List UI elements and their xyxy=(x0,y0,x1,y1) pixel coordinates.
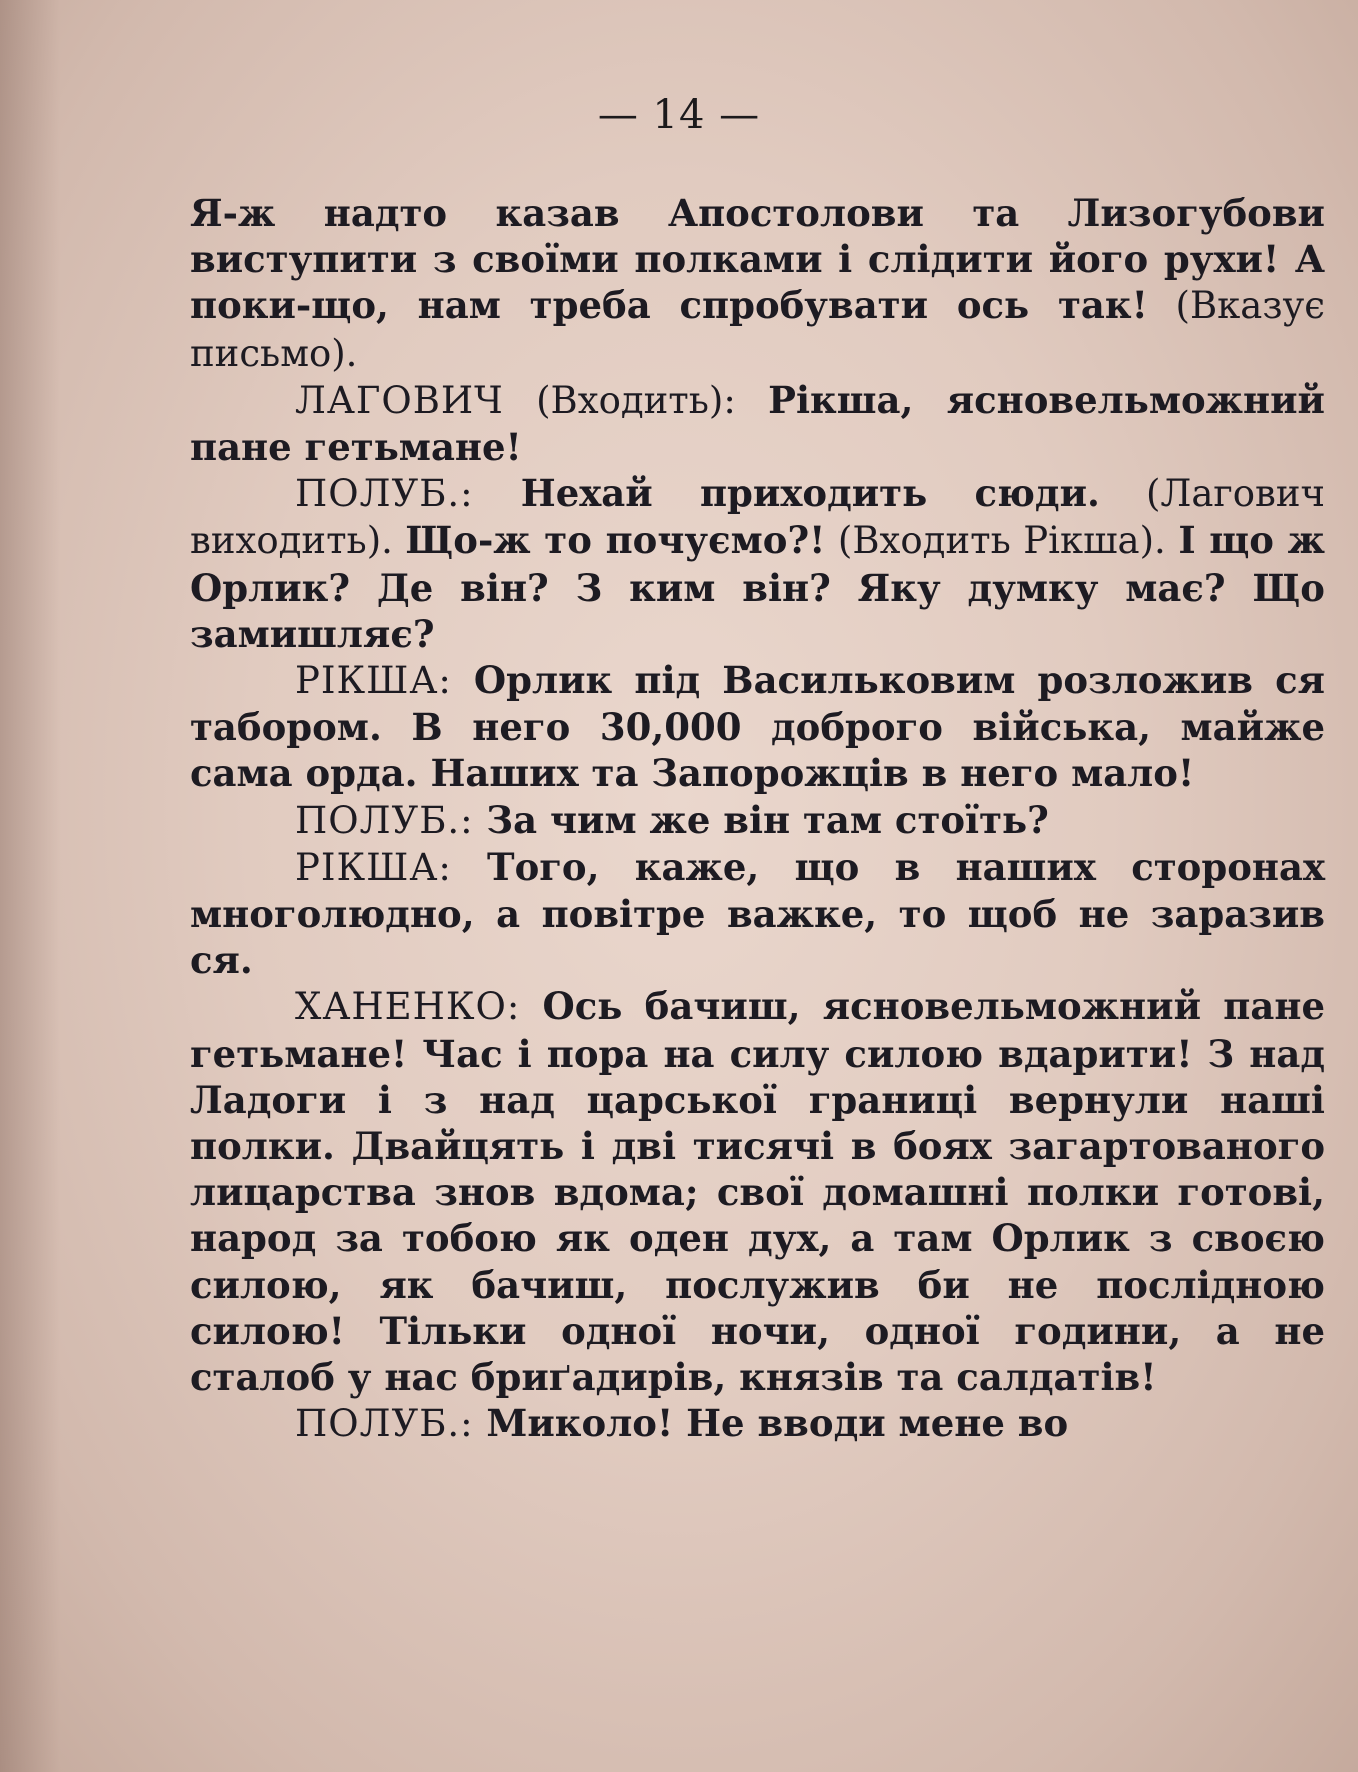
paragraph-text: Рікша, ясновельможний пане гетьмане! xyxy=(190,377,1326,470)
paragraph-polub-1 xyxy=(190,470,1325,657)
speaker-name: ПОЛУБ.: xyxy=(295,798,487,842)
paragraph-lahovych xyxy=(190,377,1325,470)
paragraph-text: Орлик під Васильковим розложив ся табором. В него 30,000 доброго війська, майже сама орда. Наших та Запорожців в него мало! xyxy=(190,658,1325,796)
paragraph-polub-3 xyxy=(190,1400,1325,1447)
paragraph-text: Я-ж надто казав Апостолови та Лизогубови виступити з своїми полками і слідити його рухи! А поки-що, нам треба спробувати ось так! xyxy=(190,191,1325,328)
speaker-name: РІКША: xyxy=(295,845,488,889)
paragraph-text: Нехай приходить сюди. xyxy=(520,471,1100,516)
paragraph-text: Ось бачиш, ясновельможний пане гетьмане! Час і пора на силу силою вдарити! З над Ладоги і з над царської границі вернули наші полки. Двайцять і дві тисячі в боях загартованого лицарства знов вдома; свої домашні полки готові, народ за тобою як оден дух, а там Орлик з своєю силою, як бачиш, послужив би не послідною силою! Тільки одної ночи, одної години, а не сталоб у нас бриґадирів, князів та салдатів! xyxy=(190,984,1325,1400)
speaker-name: ПОЛУБ.: xyxy=(295,472,521,516)
paragraph-polub-2 xyxy=(190,797,1325,844)
paragraph-text: Того, каже, що в наших сторонах многолюдно, а повітре важке, то щоб не заразив ся. xyxy=(190,844,1326,983)
paragraph-text: Що-ж то почуємо?! xyxy=(405,518,826,563)
speaker-name: ПОЛУБ.: xyxy=(295,1402,487,1446)
speaker-name: РІКША: xyxy=(295,659,474,703)
stage-direction: (Входить): xyxy=(503,378,769,422)
paragraph-text: І що ж Орлик? Де він? З ким він? Яку думку має? Що замишляє? xyxy=(190,518,1325,656)
paragraph-khanenko xyxy=(190,983,1325,1400)
speaker-name: ЛАГОВИЧ xyxy=(295,378,504,422)
page-edge-shadow xyxy=(0,0,60,1772)
paragraph-text: За чим же він там стоїть? xyxy=(486,797,1049,842)
paragraph-riksha-2 xyxy=(190,844,1325,984)
page-body xyxy=(190,190,1325,1447)
stage-direction: (Вказує письмо). xyxy=(190,284,1325,375)
paragraph-riksha-1 xyxy=(190,657,1325,797)
stage-direction: (Входить Рікша). xyxy=(825,519,1179,563)
stage-direction: (Лагович виходить). xyxy=(190,472,1325,563)
paragraph-apostol xyxy=(190,190,1325,377)
speaker-name: ХАНЕНКО: xyxy=(295,985,543,1029)
paragraph-text: Миколо! Не вводи мене во xyxy=(486,1401,1069,1446)
page-number: — 14 — xyxy=(597,92,761,138)
